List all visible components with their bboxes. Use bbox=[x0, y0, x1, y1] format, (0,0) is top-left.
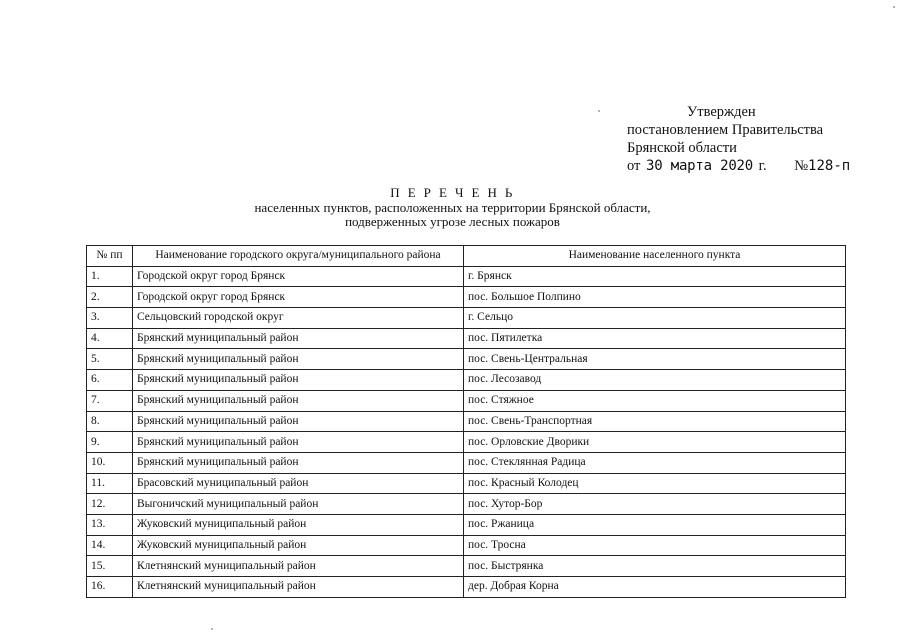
scan-speck bbox=[598, 110, 600, 112]
approval-title: Утвержден bbox=[687, 104, 756, 120]
row-district: Брянский муниципальный район bbox=[133, 390, 464, 411]
row-num: 11. bbox=[87, 473, 133, 494]
row-district: Городской округ город Брянск bbox=[133, 287, 464, 308]
row-settlement: пос. Стяжное bbox=[464, 390, 846, 411]
table-row bbox=[87, 432, 846, 453]
table-row bbox=[87, 266, 846, 287]
approval-block bbox=[627, 103, 887, 175]
row-settlement: пос. Свень-Центральная bbox=[464, 349, 846, 370]
row-district: Клетнянский муниципальный район bbox=[133, 577, 464, 598]
row-num: 10. bbox=[87, 452, 133, 473]
row-settlement: пос. Лесозавод bbox=[464, 370, 846, 391]
approval-date-line bbox=[627, 157, 887, 175]
row-district: Выгоничский муниципальный район bbox=[133, 494, 464, 515]
row-district: Жуковский муниципальный район bbox=[133, 535, 464, 556]
row-district: Клетнянский муниципальный район bbox=[133, 556, 464, 577]
date-suffix: г. bbox=[758, 158, 767, 174]
document-title: П Е Р Е Ч Е Н Ь bbox=[390, 185, 515, 200]
row-num: 4. bbox=[87, 328, 133, 349]
row-settlement: пос. Пятилетка bbox=[464, 328, 846, 349]
header-num: № пп bbox=[87, 246, 133, 267]
table-header-row bbox=[87, 246, 846, 267]
table-row bbox=[87, 473, 846, 494]
row-settlement: пос. Большое Полпино bbox=[464, 287, 846, 308]
scan-speck bbox=[893, 6, 895, 8]
row-district: Брасовский муниципальный район bbox=[133, 473, 464, 494]
scan-speck bbox=[211, 628, 213, 630]
row-district: Брянский муниципальный район bbox=[133, 328, 464, 349]
table-row bbox=[87, 349, 846, 370]
row-settlement: пос. Красный Колодец bbox=[464, 473, 846, 494]
row-settlement: пос. Свень-Транспортная bbox=[464, 411, 846, 432]
table-row bbox=[87, 556, 846, 577]
table-row bbox=[87, 535, 846, 556]
row-settlement: пос. Стеклянная Радица bbox=[464, 452, 846, 473]
row-settlement: г. Сельцо bbox=[464, 308, 846, 329]
table-row bbox=[87, 452, 846, 473]
document-subtitle: подверженных угрозе лесных пожаров bbox=[345, 214, 560, 229]
row-num: 5. bbox=[87, 349, 133, 370]
row-num: 6. bbox=[87, 370, 133, 391]
row-num: 2. bbox=[87, 287, 133, 308]
table-row bbox=[87, 514, 846, 535]
settlements-table bbox=[86, 245, 846, 598]
row-num: 7. bbox=[87, 390, 133, 411]
row-num: 13. bbox=[87, 514, 133, 535]
header-district: Наименование городского округа/муниципального района bbox=[133, 246, 464, 267]
row-num: 3. bbox=[87, 308, 133, 329]
number-label: № bbox=[794, 158, 809, 174]
row-settlement: пос. Быстрянка bbox=[464, 556, 846, 577]
approval-number: 128-п bbox=[808, 158, 851, 174]
table-row bbox=[87, 390, 846, 411]
approval-date: 30 марта 2020 bbox=[646, 158, 754, 174]
row-num: 15. bbox=[87, 556, 133, 577]
row-num: 16. bbox=[87, 577, 133, 598]
row-settlement: г. Брянск bbox=[464, 266, 846, 287]
row-num: 9. bbox=[87, 432, 133, 453]
row-district: Брянский муниципальный район bbox=[133, 452, 464, 473]
row-district: Сельцовский городской округ bbox=[133, 308, 464, 329]
table-body bbox=[87, 266, 846, 597]
table-row bbox=[87, 328, 846, 349]
table-row bbox=[87, 494, 846, 515]
row-district: Брянский муниципальный район bbox=[133, 349, 464, 370]
table-row bbox=[87, 411, 846, 432]
date-prefix: от bbox=[627, 158, 641, 174]
row-district: Брянский муниципальный район bbox=[133, 432, 464, 453]
document-heading bbox=[0, 186, 905, 230]
row-settlement: пос. Тросна bbox=[464, 535, 846, 556]
row-settlement: дер. Добрая Корна bbox=[464, 577, 846, 598]
table-row bbox=[87, 370, 846, 391]
header-settlement: Наименование населенного пункта bbox=[464, 246, 846, 267]
row-district: Брянский муниципальный район bbox=[133, 411, 464, 432]
row-num: 12. bbox=[87, 494, 133, 515]
row-settlement: пос. Ржаница bbox=[464, 514, 846, 535]
row-settlement: пос. Хутор-Бор bbox=[464, 494, 846, 515]
row-num: 8. bbox=[87, 411, 133, 432]
row-district: Брянский муниципальный район bbox=[133, 370, 464, 391]
table-row bbox=[87, 577, 846, 598]
row-district: Городской округ город Брянск bbox=[133, 266, 464, 287]
approval-line: Брянской области bbox=[627, 140, 737, 156]
table-row bbox=[87, 308, 846, 329]
row-num: 14. bbox=[87, 535, 133, 556]
document-subtitle: населенных пунктов, расположенных на территории Брянской области, bbox=[254, 199, 651, 215]
row-settlement: пос. Орловские Дворики bbox=[464, 432, 846, 453]
row-district: Жуковский муниципальный район bbox=[133, 514, 464, 535]
approval-line: постановлением Правительства bbox=[627, 122, 824, 138]
table-row bbox=[87, 287, 846, 308]
row-num: 1. bbox=[87, 266, 133, 287]
